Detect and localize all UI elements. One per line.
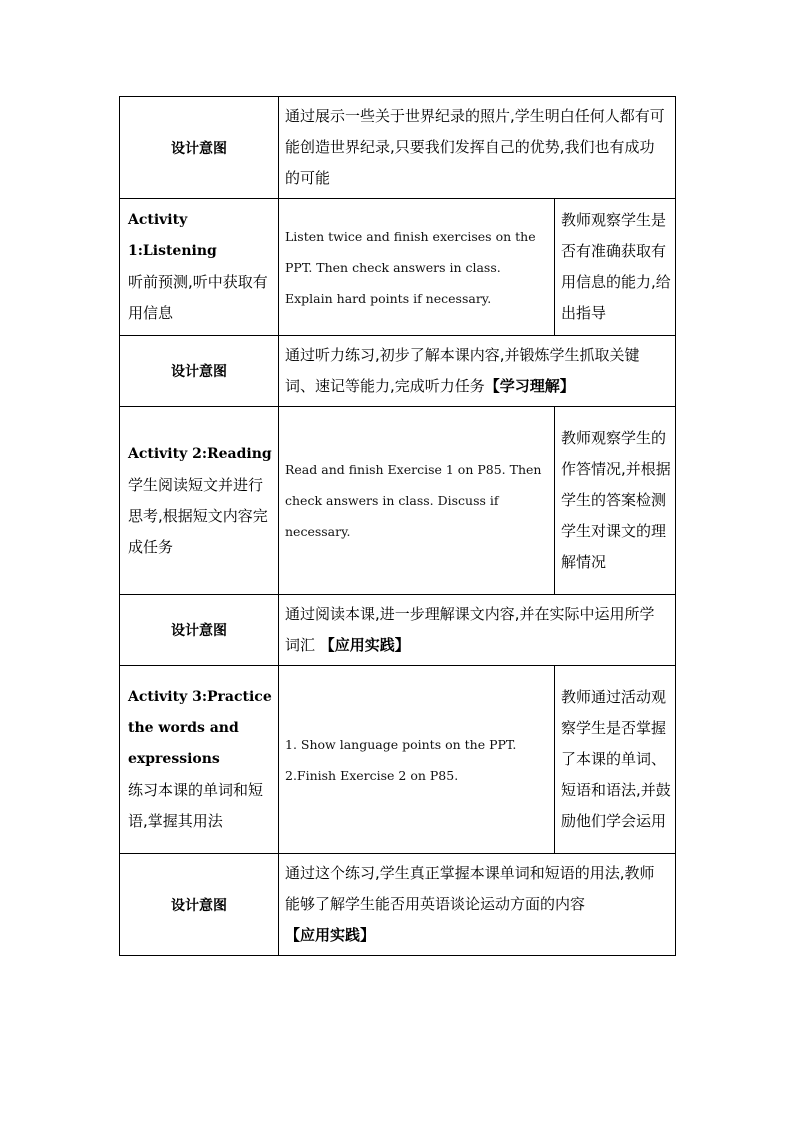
design-row-2 <box>120 336 676 407</box>
design-text-3 <box>279 595 676 666</box>
design-2-tag: 【学习理解】 <box>484 377 575 395</box>
design-3-tag: 【应用实践】 <box>319 636 410 654</box>
design-2-text: 通过听力练习,初步了解本课内容,并锻炼学生抓取关键词、速记等能力,完成听力任务 <box>285 346 640 395</box>
activity-1-content: Listen twice and finish exercises on the PPT. Then check answers in class. Explain hard points if necessary. <box>279 199 555 336</box>
activity-2-subtitle: 学生阅读短文并进行思考,根据短文内容完成任务 <box>128 475 268 556</box>
activity-1-title: Activity 1:Listening <box>128 212 217 259</box>
activity-3-observation: 教师通过活动观察学生是否掌握了本课的单词、短语和语法,并鼓励他们学会运用 <box>555 666 676 854</box>
activity-row-3 <box>120 666 676 854</box>
design-3-text: 通过阅读本课,进一步理解课文内容,并在实际中运用所学词汇 <box>285 605 655 654</box>
design-row-1 <box>120 97 676 199</box>
design-row-3 <box>120 595 676 666</box>
lesson-design-table <box>119 96 676 956</box>
design-label: 设计意图 <box>120 336 279 407</box>
design-text-2 <box>279 336 676 407</box>
design-text-4 <box>279 854 676 956</box>
activity-row-2 <box>120 407 676 595</box>
design-text-1: 通过展示一些关于世界纪录的照片,学生明白任何人都有可能创造世界纪录,只要我们发挥自己的优势,我们也有成功的可能 <box>279 97 676 199</box>
activity-2-cell <box>120 407 279 595</box>
activity-row-1 <box>120 199 676 336</box>
activity-1-cell <box>120 199 279 336</box>
activity-3-content <box>279 666 555 854</box>
design-row-4 <box>120 854 676 956</box>
activity-3-content-line-2: 2.Finish Exercise 2 on P85. <box>285 767 459 783</box>
activity-3-subtitle: 练习本课的单词和短语,掌握其用法 <box>128 781 264 830</box>
activity-1-observation: 教师观察学生是否有准确获取有用信息的能力,给出指导 <box>555 199 676 336</box>
design-label: 设计意图 <box>120 854 279 956</box>
activity-2-observation: 教师观察学生的作答情况,并根据学生的答案检测学生对课文的理解情况 <box>555 407 676 595</box>
activity-2-title: Activity 2:Reading <box>128 445 272 462</box>
design-4-text: 通过这个练习,学生真正掌握本课单词和短语的用法,教师能够了解学生能否用英语谈论运动方面的内容 <box>285 864 655 913</box>
activity-2-content: Read and finish Exercise 1 on P85. Then check answers in class. Discuss if necessary. <box>279 407 555 595</box>
design-label: 设计意图 <box>120 595 279 666</box>
activity-3-title: Activity 3:Practice the words and expressions <box>128 689 272 767</box>
activity-3-cell <box>120 666 279 854</box>
design-4-tag: 【应用实践】 <box>285 926 376 944</box>
design-label: 设计意图 <box>120 97 279 199</box>
activity-3-content-line-1: 1. Show language points on the PPT. <box>285 736 517 752</box>
activity-1-subtitle: 听前预测,听中获取有用信息 <box>128 273 268 322</box>
